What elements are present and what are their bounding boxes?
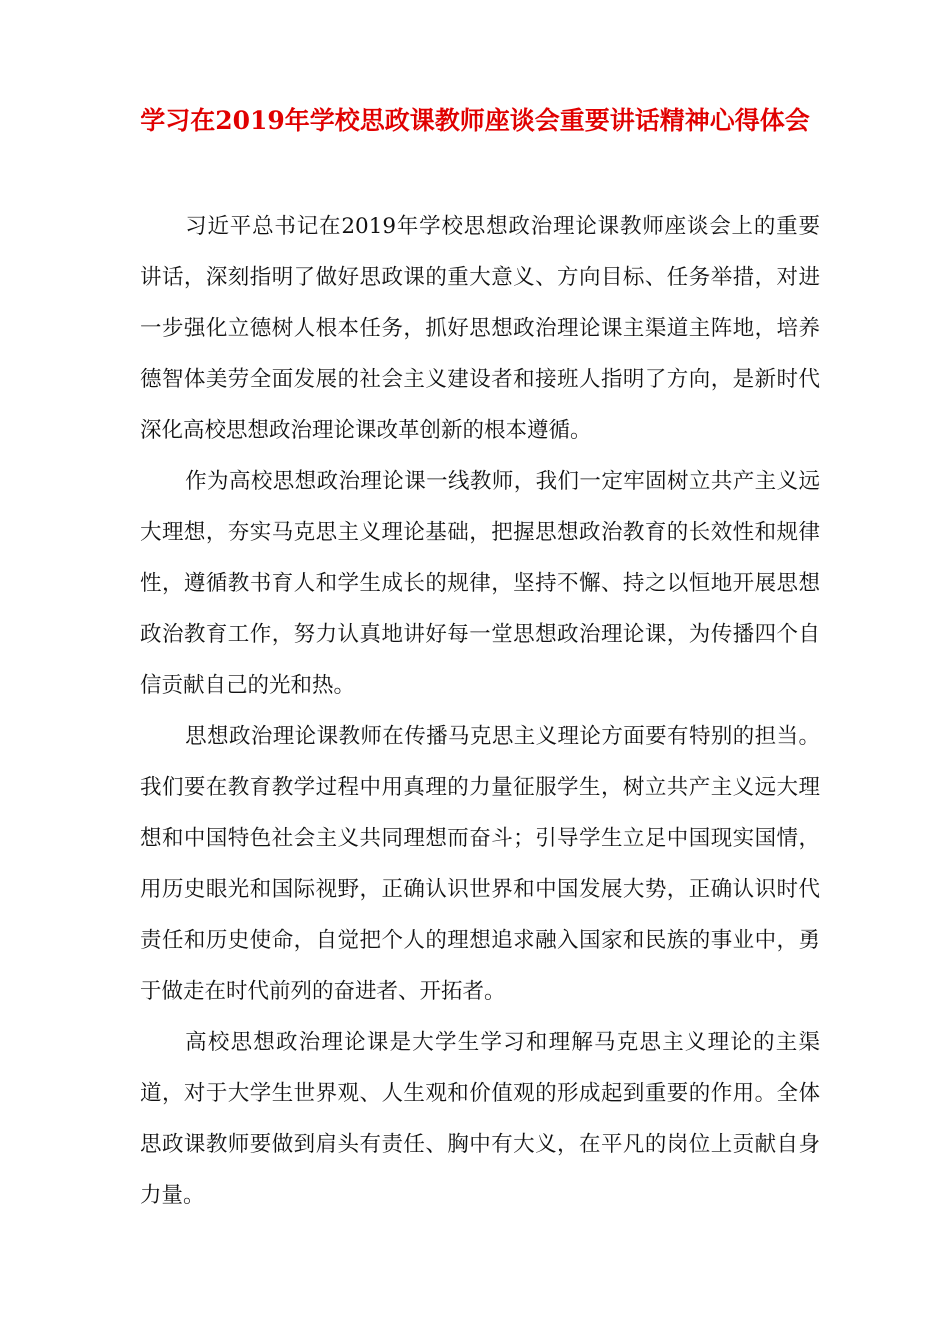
paragraph-4: 高校思想政治理论课是大学生学习和理解马克思主义理论的主渠道，对于大学生世界观、人生观和价值观的形成起到重要的作用。全体思政课教师要做到肩头有责任、胸中有大义，在平凡的岗位上贡献自身力量。 xyxy=(140,1030,820,1208)
paragraph-2: 作为高校思想政治理论课一线教师，我们一定牢固树立共产主义远大理想，夯实马克思主义理论基础，把握思想政治教育的长效性和规律性，遵循教书育人和学生成长的规律，坚持不懈、持之以恒地开展思想政治教育工作，努力认真地讲好每一堂思想政治理论课，为传播四个自信贡献自己的光和热。 xyxy=(140,469,820,698)
paragraph-3: 思想政治理论课教师在传播马克思主义理论方面要有特别的担当。我们要在教育教学过程中用真理的力量征服学生，树立共产主义远大理想和中国特色社会主义共同理想而奋斗；引导学生立足中国现实国情，用历史眼光和国际视野，正确认识世界和中国发展大势，正确认识时代责任和历史使命，自觉把个人的理想追求融入国家和民族的事业中，勇于做走在时代前列的奋进者、开拓者。 xyxy=(140,724,820,1004)
document-body xyxy=(140,201,820,1221)
paragraph-1: 习近平总书记在2019年学校思想政治理论课教师座谈会上的重要讲话，深刻指明了做好思政课的重大意义、方向目标、任务举措，对进一步强化立德树人根本任务，抓好思想政治理论课主渠道主阵地，培养德智体美劳全面发展的社会主义建设者和接班人指明了方向，是新时代深化高校思想政治理论课改革创新的根本遵循。 xyxy=(140,214,820,443)
document-title: 学习在2019年学校思政课教师座谈会重要讲话精神心得体会 xyxy=(140,106,810,135)
